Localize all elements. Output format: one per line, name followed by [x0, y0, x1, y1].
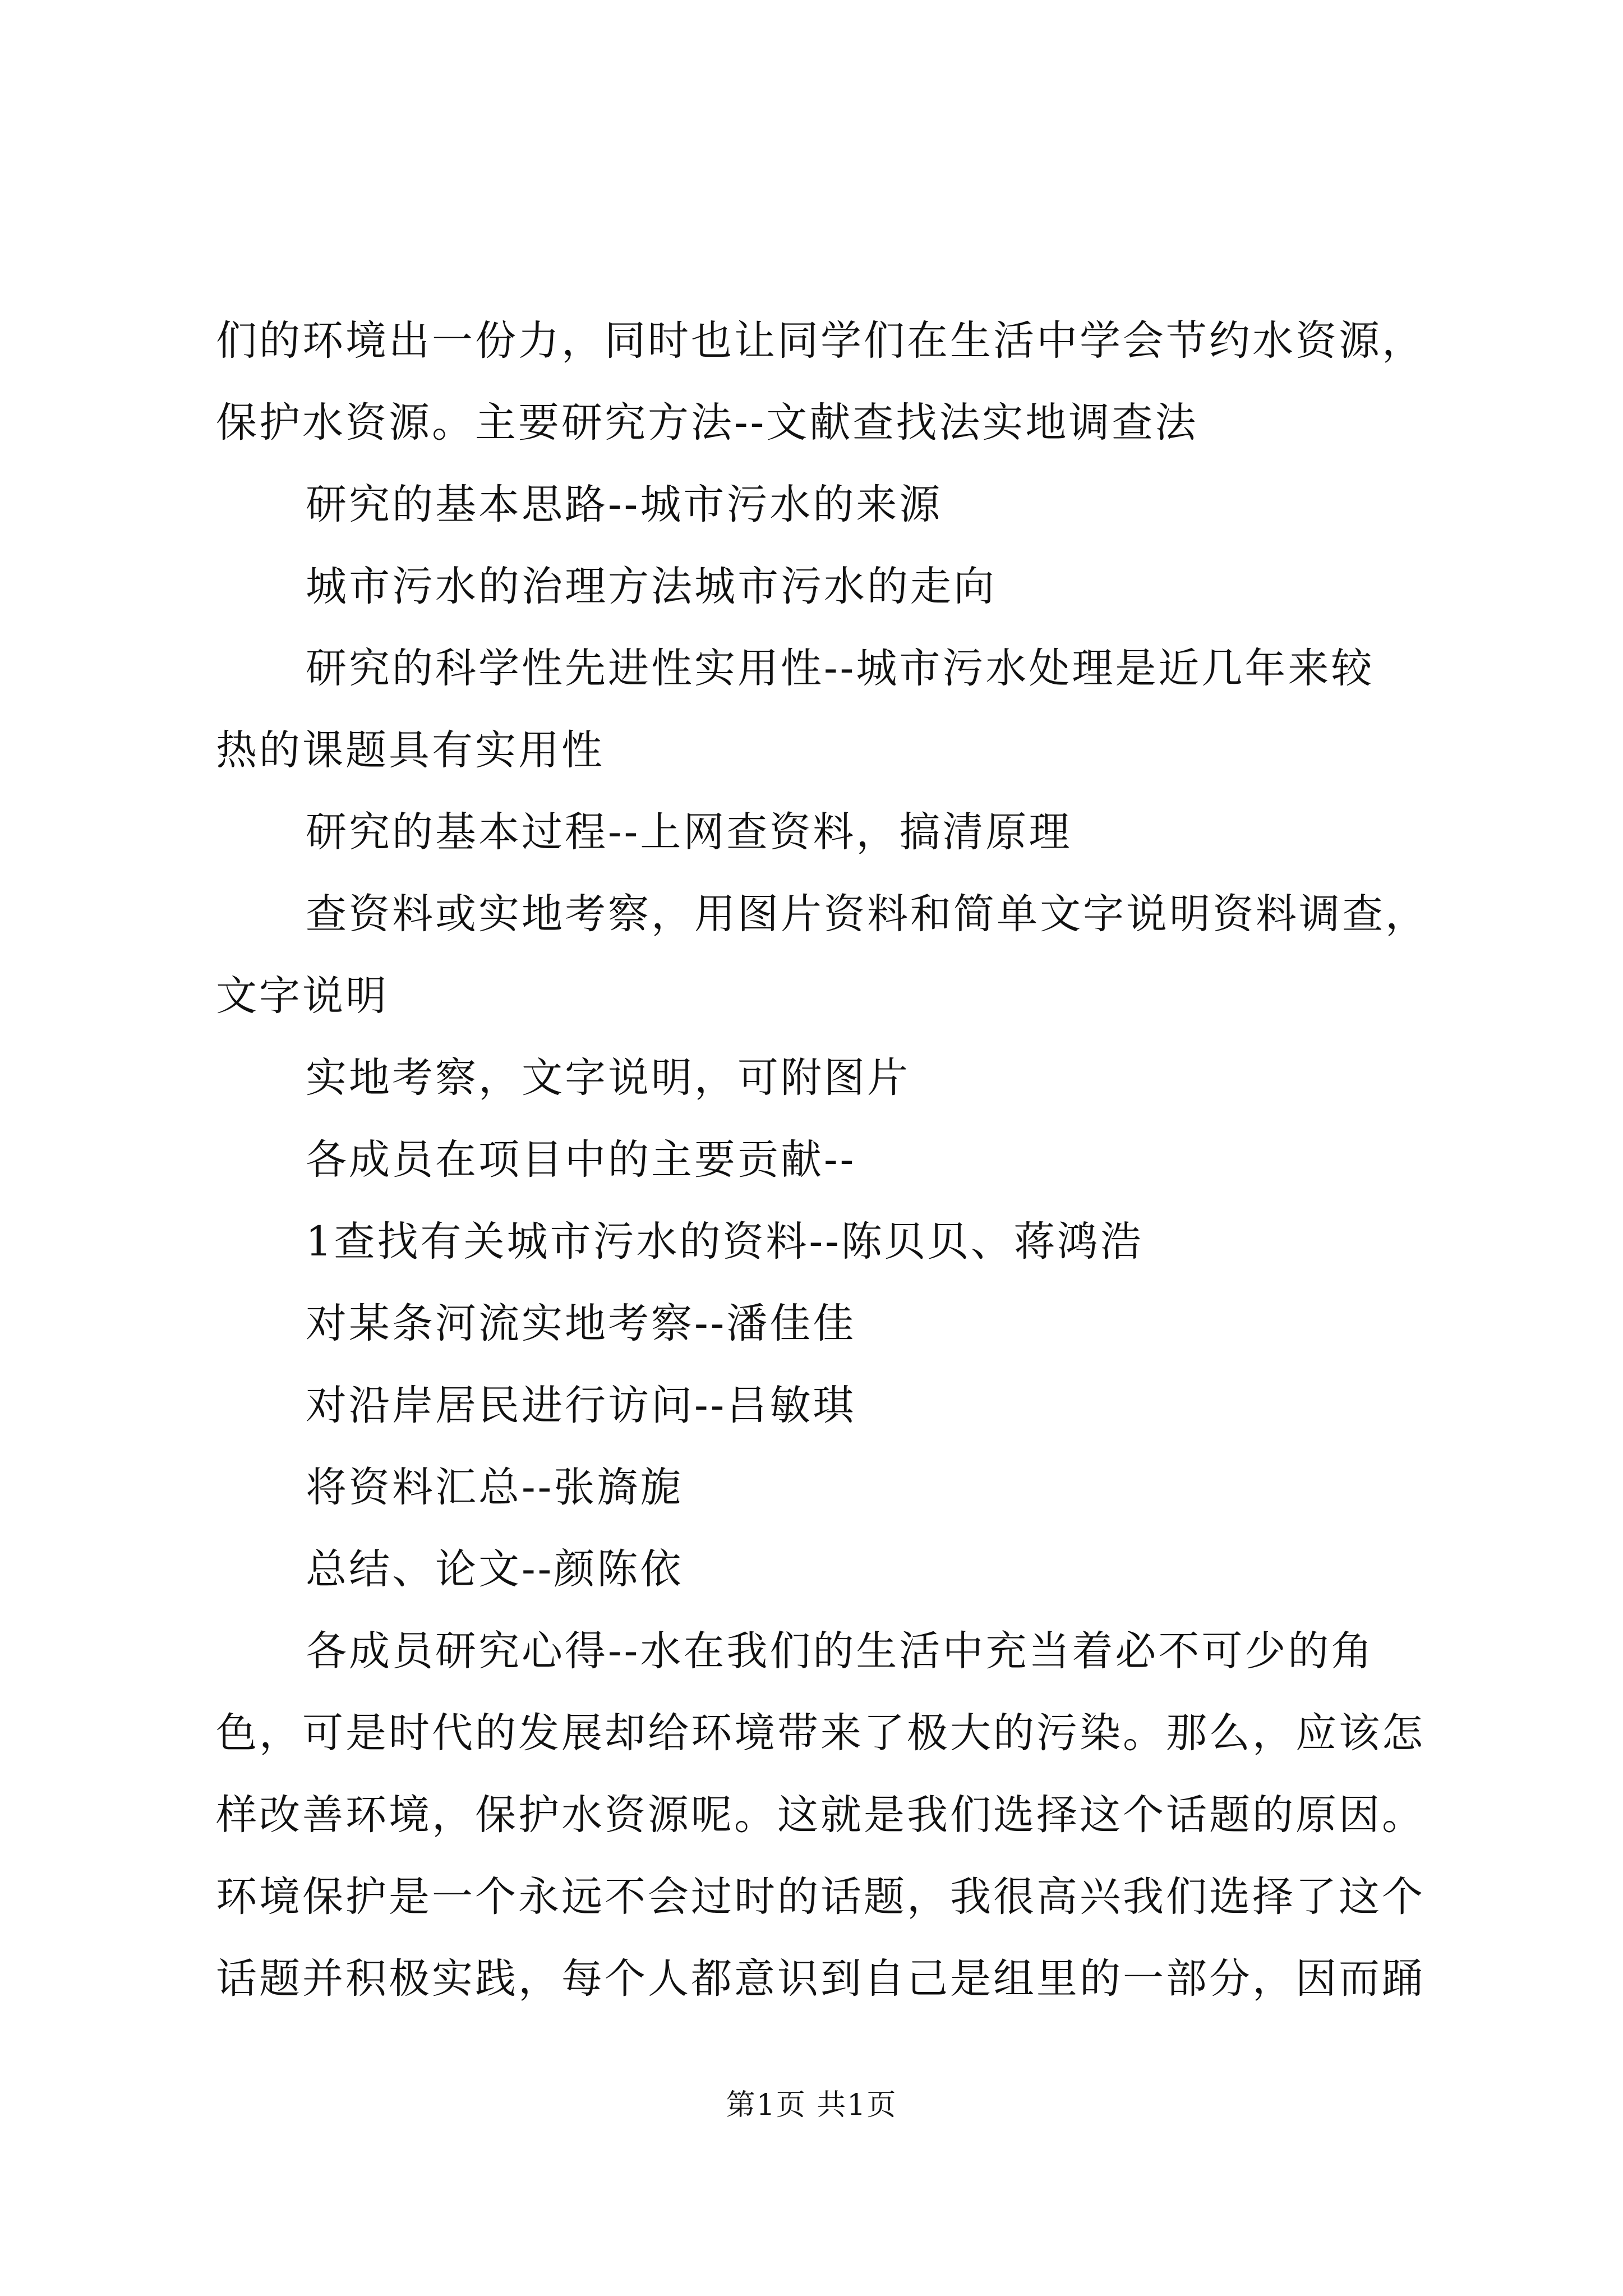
text-line: 色，可是时代的发展却给环境带来了极大的污染。那么，应该怎 — [216, 1709, 1425, 1757]
text-line: 实地考察，文字说明，可附图片 — [306, 1054, 910, 1102]
text-line: 环境保护是一个永远不会过时的话题，我很高兴我们选择了这个 — [216, 1873, 1425, 1921]
text-line: 将资料汇总--张旖旎 — [306, 1464, 684, 1511]
text-line: 对沿岸居民进行访问--吕敏琪 — [306, 1382, 856, 1429]
text-line: 查资料或实地考察，用图片资料和简单文字说明资料调查， — [306, 890, 1428, 938]
text-line: 研究的基本过程--上网查资料，搞清原理 — [306, 808, 1072, 856]
text-line: 对某条河流实地考察--潘佳佳 — [306, 1300, 856, 1347]
text-line: 话题并积极实践，每个人都意识到自己是组里的一部分，因而踊 — [216, 1955, 1425, 2003]
text-line: 1查找有关城市污水的资料--陈贝贝、蒋鸿浩 — [306, 1218, 1144, 1266]
text-line: 热的课题具有实用性 — [216, 726, 605, 774]
text-line: 研究的科学性先进性实用性--城市污水处理是近几年来较 — [306, 645, 1375, 692]
document-body — [216, 300, 1428, 2020]
text-line: 各成员研究心得--水在我们的生活中充当着必不可少的角 — [306, 1627, 1375, 1675]
page-number-footer: 第1页 共1页 — [726, 2088, 897, 2122]
text-line: 样改善环境，保护水资源呢。这就是我们选择这个话题的原因。 — [216, 1791, 1425, 1839]
text-line: 总结、论文--颜陈依 — [306, 1545, 684, 1593]
text-line: 研究的基本思路--城市污水的来源 — [306, 481, 943, 528]
text-line: 各成员在项目中的主要贡献-- — [306, 1136, 856, 1184]
text-line: 们的环境出一份力，同时也让同学们在生活中学会节约水资源， — [216, 317, 1425, 365]
text-line: 文字说明 — [216, 972, 389, 1020]
text-line: 城市污水的治理方法城市污水的走向 — [306, 563, 997, 610]
text-line: 保护水资源。主要研究方法--文献查找法实地调查法 — [216, 399, 1198, 447]
